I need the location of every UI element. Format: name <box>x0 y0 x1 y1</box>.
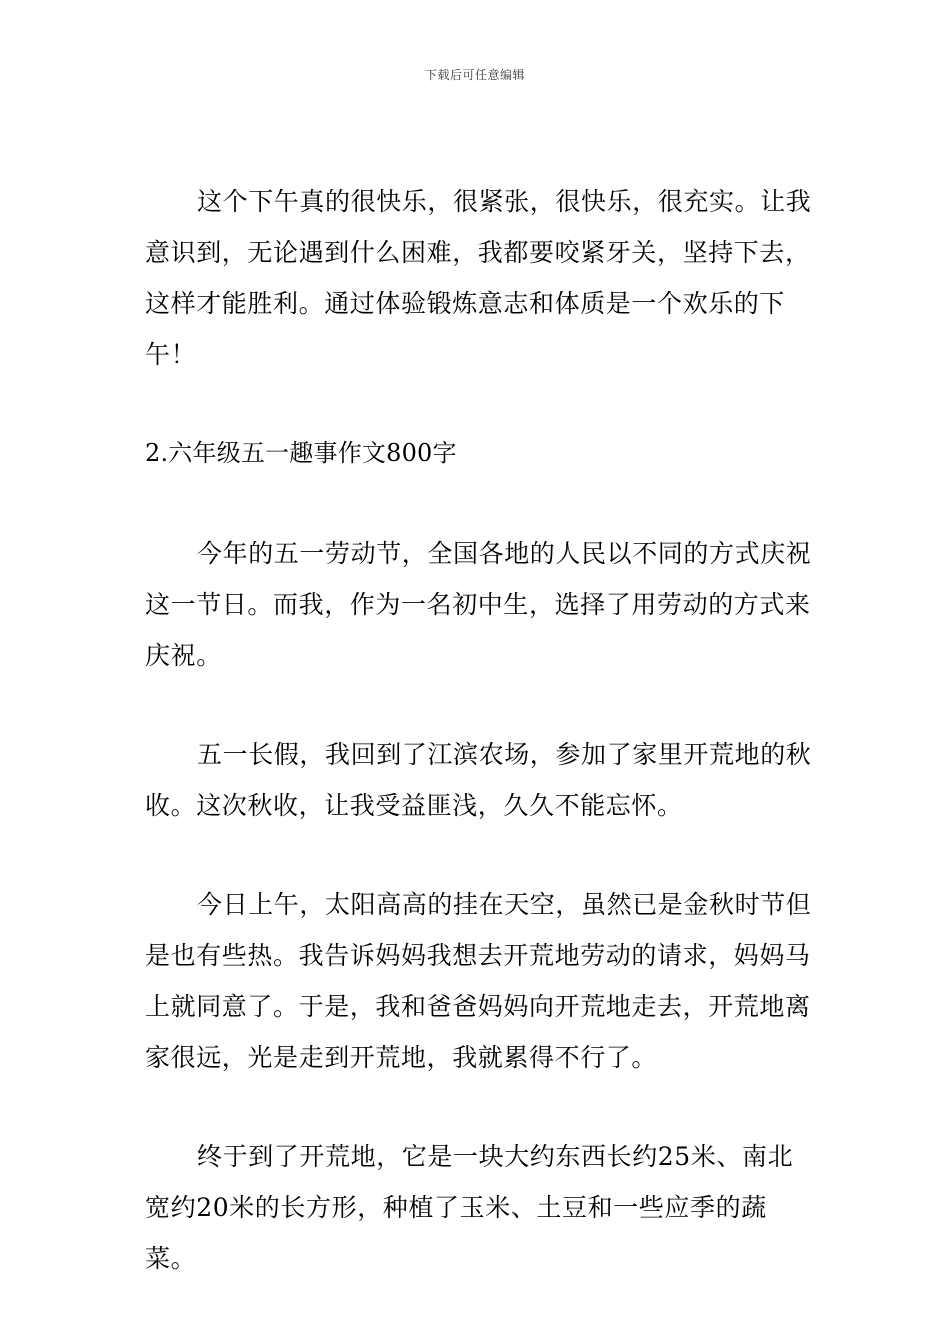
document-body <box>145 176 815 1332</box>
page-header-note: 下载后可任意编辑 <box>424 68 525 82</box>
section-heading: 2.六年级五一趣事作文800字 <box>145 439 457 467</box>
paragraph-conclusion: 这个下午真的很快乐，很紧张，很快乐，很充实。让我意识到，无论遇到什么困难，我都要咬紧牙关，坚持下去，这样才能胜利。通过体验锻炼意志和体质是一个欢乐的下午！ <box>145 187 812 369</box>
paragraph-morning: 今日上午，太阳高高的挂在天空，虽然已是金秋时节但是也有些热。我告诉妈妈我想去开荒地劳动的请求，妈妈马上就同意了。于是，我和爸爸妈妈向开荒地走去，开荒地离家很远，光是走到开荒地，我就累得不行了。 <box>145 890 812 1072</box>
paragraph-field: 终于到了开荒地，它是一块大约东西长约25米、南北宽约20米的长方形，种植了玉米、土豆和一些应季的蔬菜。 <box>145 1142 794 1273</box>
paragraph-holiday: 五一长假，我回到了江滨农场，参加了家里开荒地的秋收。这次秋收，让我受益匪浅，久久不能忘怀。 <box>145 740 812 820</box>
paragraph-intro: 今年的五一劳动节，全国各地的人民以不同的方式庆祝这一节日。而我，作为一名初中生，选择了用劳动的方式来庆祝。 <box>145 539 812 670</box>
